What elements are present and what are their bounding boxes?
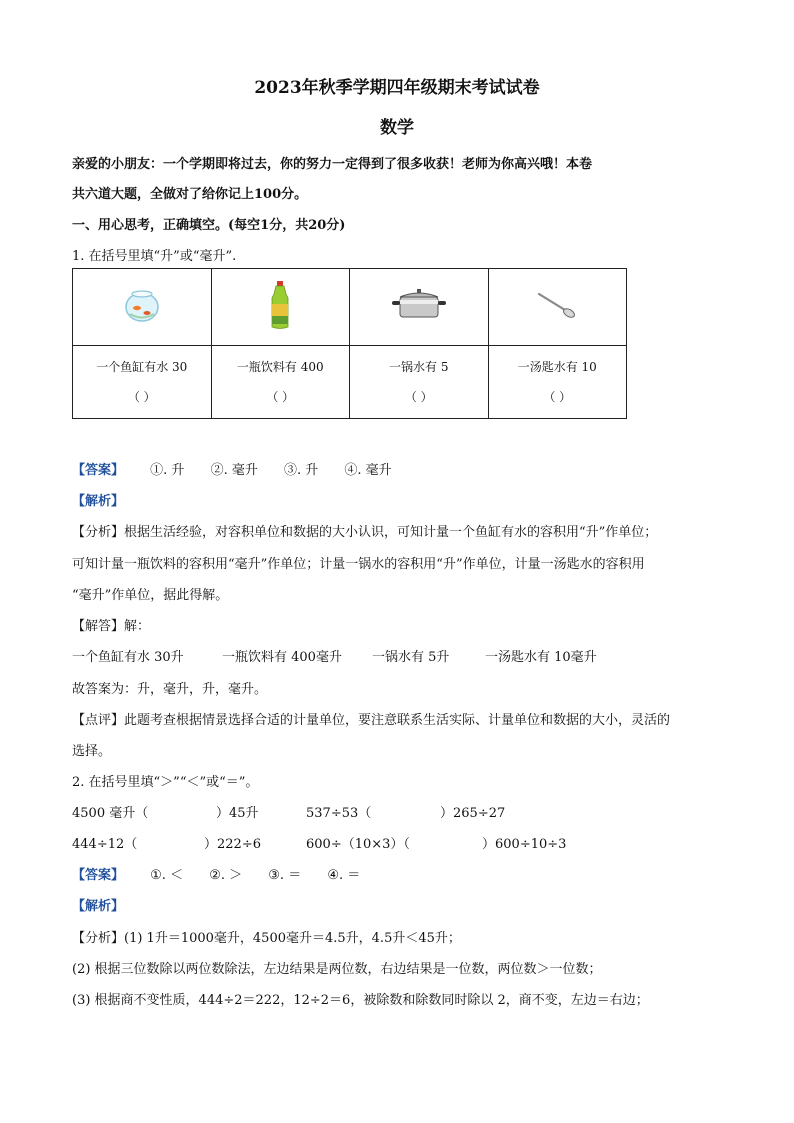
q1-analysis-line-2: 可知计量一瓶饮料的容积用“毫升”作单位；计量一锅水的容积用“升”作单位，计量一汤匙水的容积用 (72, 557, 645, 572)
q1-prompt: 1. 在括号里填“升”或“毫升”. (72, 249, 237, 264)
q2-answer-2: ②. ＞ (209, 868, 243, 883)
fishbowl-icon (122, 287, 162, 323)
q1-blank: （ ） (404, 390, 433, 404)
section-1-heading: 一、用心思考，正确填空。(每空1分，共20分) (72, 218, 346, 233)
pot-icon (390, 287, 448, 323)
q1-item-text: 一瓶饮料有 400 (236, 360, 324, 374)
q2-prompt: 2. 在括号里填“＞”“＜”或“＝”。 (72, 775, 259, 790)
q2-analysis-line-1: 【分析】(1) 1升＝1000毫升，4500毫升＝4.5升，4.5升＜45升； (72, 931, 461, 946)
q2-answer-4: ④. ＝ (327, 868, 361, 883)
q1-analysis-line-3: “毫升”作单位，据此得解。 (72, 588, 229, 603)
q1-comment-line-1: 【点评】此题考查根据情景选择合适的计量单位，要注意联系生活实际、计量单位和数据的大小，灵活的 (72, 713, 671, 728)
q1-answer-line (72, 459, 414, 478)
q1-pic-cell-3 (350, 269, 489, 346)
q2-r2-b: ）222÷6 (204, 837, 261, 852)
q1-solve-tag: 【解答】解： (72, 619, 151, 634)
q1-text-cell-3 (350, 346, 489, 419)
q2-answer-line (72, 864, 382, 883)
q1-text-cell-2 (211, 346, 350, 419)
q1-analysis-line-1: 【分析】根据生活经验，对容积单位和数据的大小认识，可知计量一个鱼缸有水的容积用“升”作单位； (72, 525, 658, 540)
q2-r2-d: ）600÷10÷3 (482, 837, 567, 852)
q1-solve-item-4: 一汤匙水有 10毫升 (485, 650, 597, 665)
q2-answer-3: ③. ＝ (268, 868, 302, 883)
spoon-icon (535, 290, 579, 320)
q1-solve-item-3: 一锅水有 5升 (372, 650, 450, 665)
q1-blank: （ ） (266, 390, 295, 404)
q1-pic-cell-1 (73, 269, 212, 346)
q1-conclusion: 故答案为：升，毫升，升，毫升。 (72, 682, 268, 697)
q2-r2-a: 444÷12（ (72, 837, 138, 852)
q1-answer-2: ②. 毫升 (210, 463, 258, 478)
q2-r2-c: 600÷（10×3）（ (306, 837, 410, 852)
q1-pic-cell-4 (488, 269, 627, 346)
q1-item-text: 一锅水有 5 (389, 360, 449, 374)
page-title: 2023年秋季学期四年级期末考试试卷 (254, 78, 540, 98)
q1-answer-3: ③. 升 (283, 463, 319, 478)
q1-answer-1: ①. 升 (150, 463, 185, 478)
q1-comment-line-2: 选择。 (72, 744, 112, 759)
q1-item-text: 一个鱼缸有水 30 (96, 360, 188, 374)
intro-line-2: 共六道大题，全做对了给你记上100分。 (72, 187, 308, 202)
q1-solve-item-1: 一个鱼缸有水 30升 (72, 650, 184, 665)
q2-answer-1: ①. ＜ (150, 868, 184, 883)
q2-analysis-tag: 【解析】 (72, 899, 125, 914)
q2-r1-c: 537÷53（ (306, 806, 372, 821)
q2-r1-b: ）45升 (216, 806, 259, 821)
q1-analysis-tag: 【解析】 (72, 494, 125, 509)
q1-blank: （ ） (543, 390, 572, 404)
answer-tag: 【答案】 (72, 463, 125, 478)
bottle-icon (269, 280, 291, 330)
q2-analysis-line-3: (3) 根据商不变性质，444÷2＝222，12÷2＝6，被除数和除数同时除以 2，商不变，左边＝右边； (72, 993, 649, 1008)
q1-text-cell-4 (488, 346, 627, 419)
q2-r1-a: 4500 毫升（ (72, 806, 149, 821)
q1-text-cell-1 (73, 346, 212, 419)
q2-analysis-line-2: (2) 根据三位数除以两位数除法，左边结果是两位数，右边结果是一位数，两位数＞一位数； (72, 962, 602, 977)
q1-table (72, 268, 627, 419)
q1-answer-4: ④. 毫升 (344, 463, 392, 478)
q1-solve-item-2: 一瓶饮料有 400毫升 (222, 650, 342, 665)
subject-title: 数学 (380, 118, 414, 138)
answer-tag: 【答案】 (72, 868, 125, 883)
q1-blank: （ ） (127, 390, 156, 404)
q2-r1-d: ）265÷27 (440, 806, 506, 821)
q1-pic-cell-2 (211, 269, 350, 346)
intro-line-1: 亲爱的小朋友：一个学期即将过去，你的努力一定得到了很多收获！老师为你高兴哦！本卷 (72, 157, 593, 172)
q1-item-text: 一汤匙水有 10 (517, 360, 597, 374)
